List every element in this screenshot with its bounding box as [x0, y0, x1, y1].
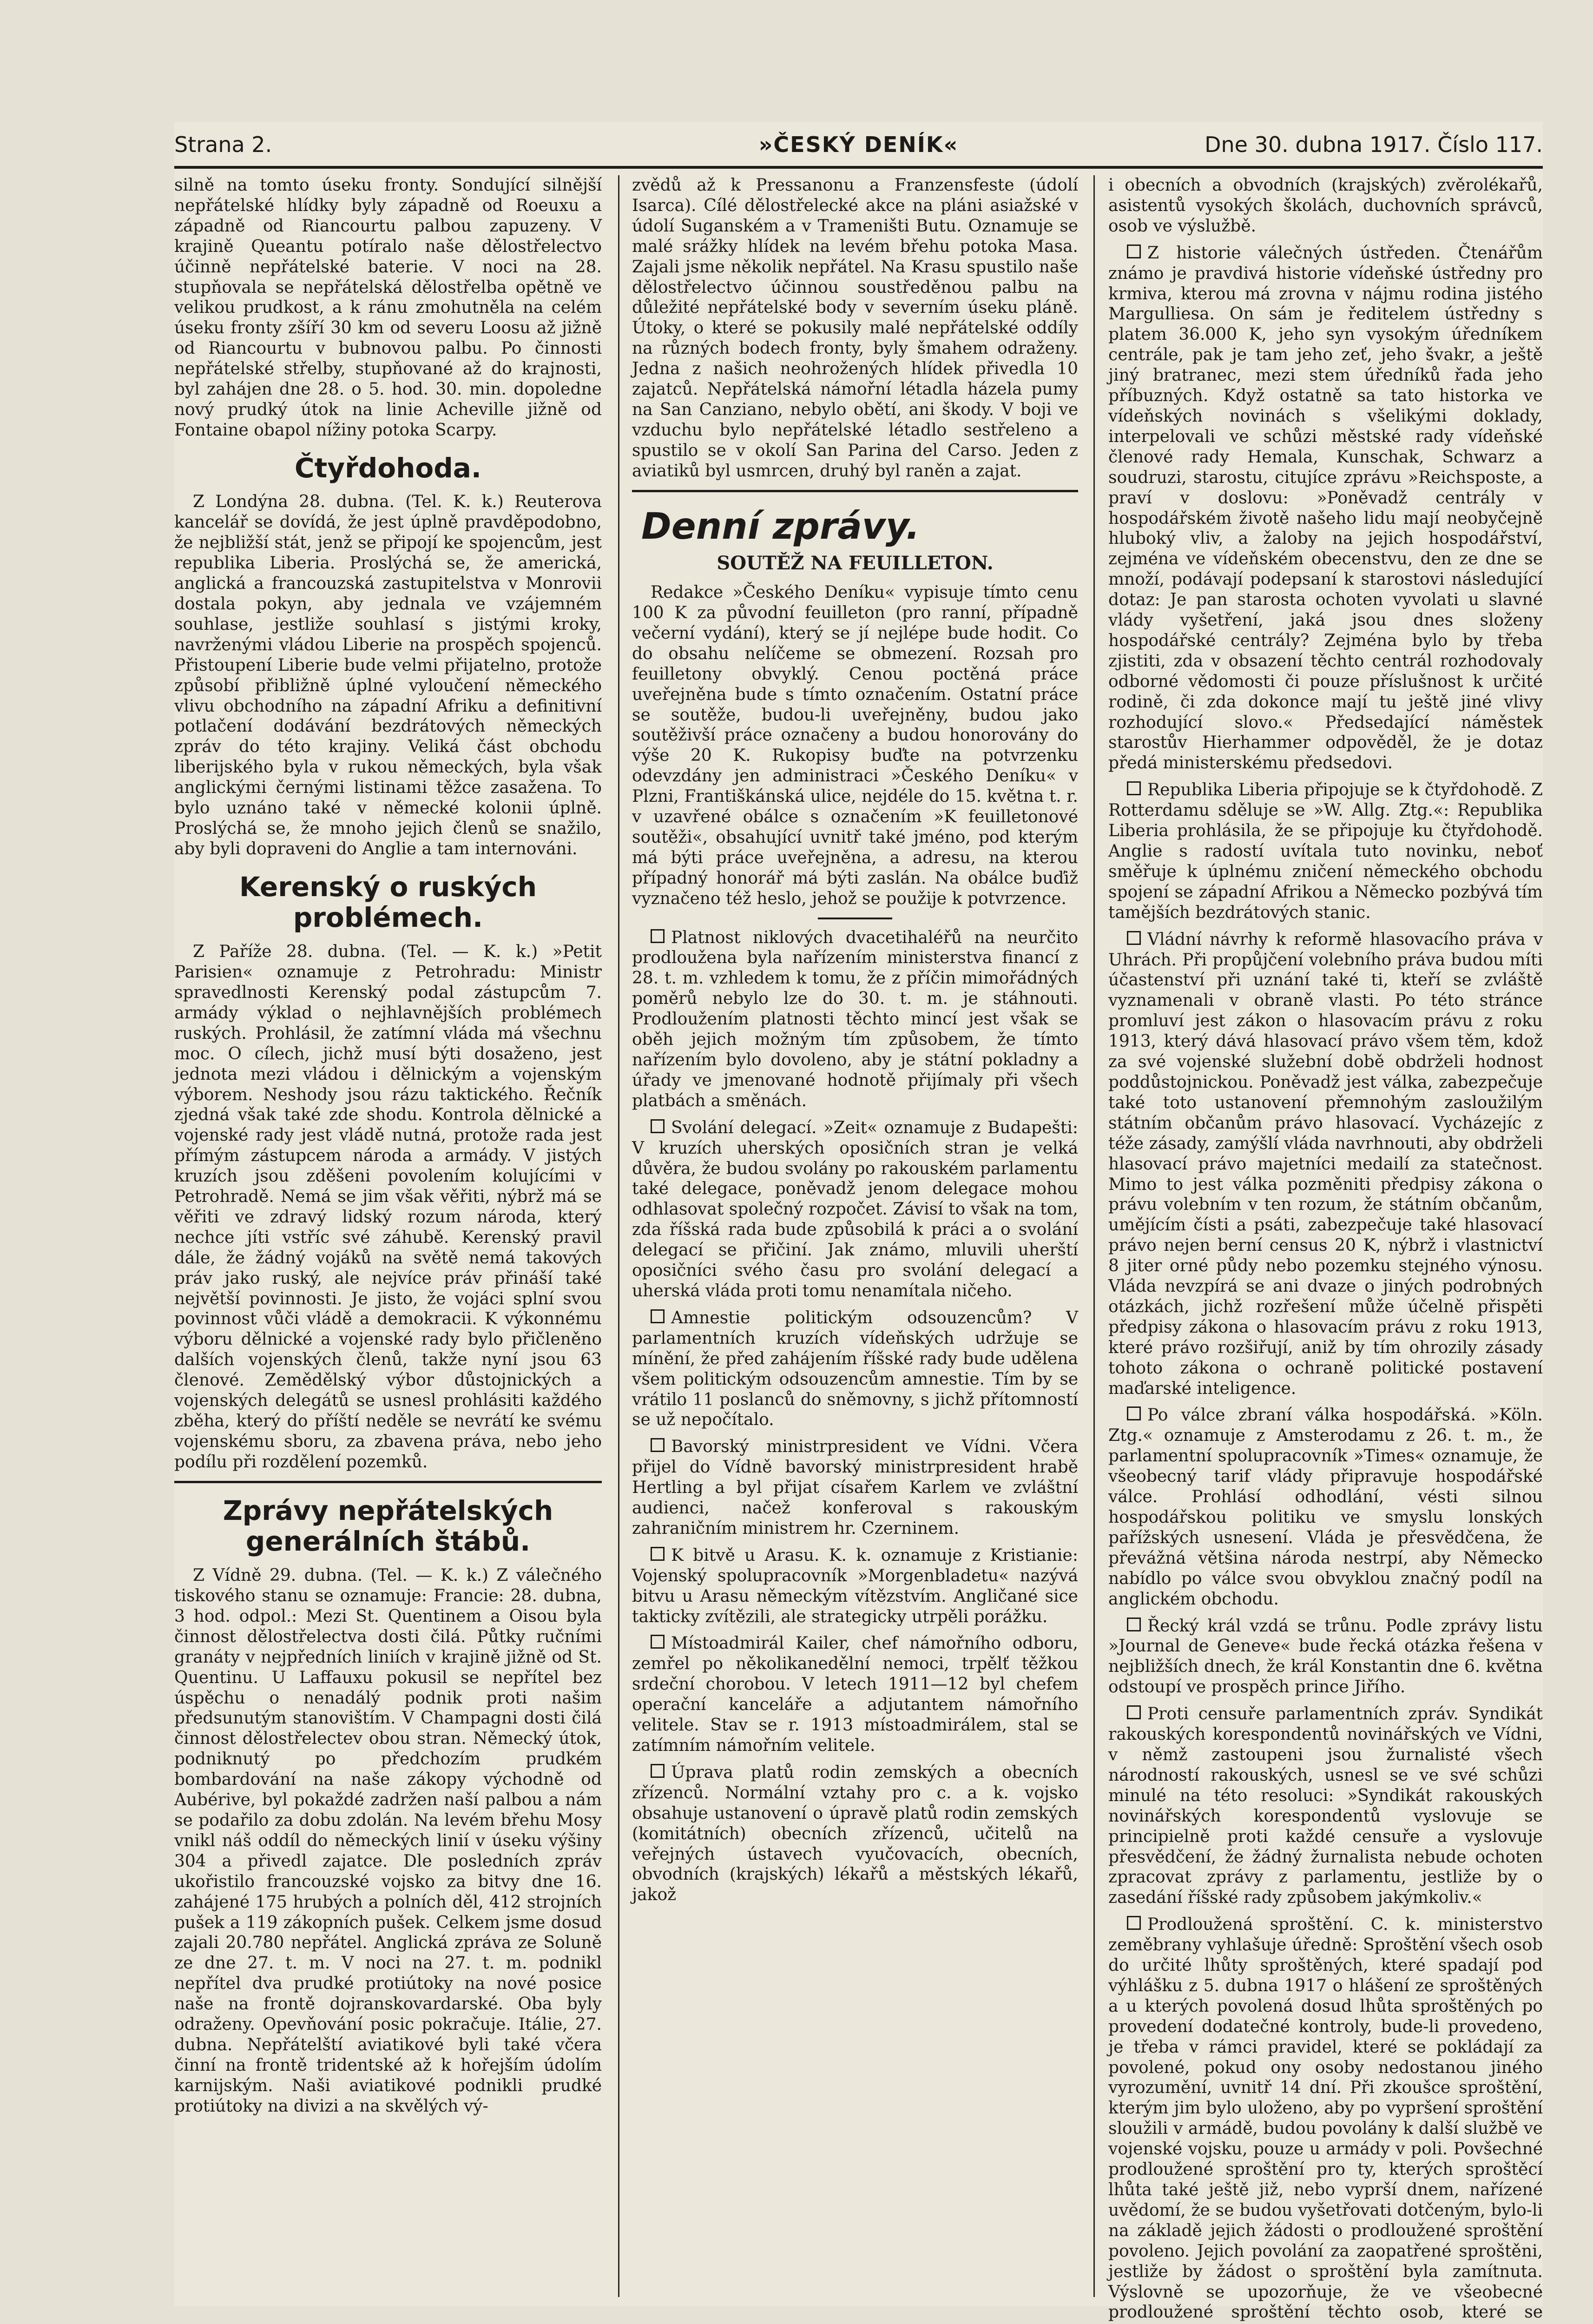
issue-date: Dne 30. dubna 1917. Číslo 117. — [1205, 132, 1543, 157]
column-divider — [618, 175, 619, 2297]
square-bullet-icon — [651, 929, 665, 943]
news-item: Platnost niklových dvacetihaléřů na neurčito prodloužena byla nařízením ministerstva financí z 28. t. m. vzhledem k tomu, že z příčin mimořádných poměrů nebylo lze do 30. t. m. je stáhnouti. Prodloužením platnosti těchto mincí jest však se oběh jejich možným tím způsobem, že tímto nařízením bylo dovoleno, aby je státní pokladny a úřady ve jmenované hodnotě přijímaly při všech platbách a směnách. — [632, 928, 1078, 1110]
masthead: »ČESKÝ DENÍK« — [758, 132, 959, 157]
page-header — [174, 122, 1543, 169]
square-bullet-icon — [651, 1309, 665, 1323]
headline-zpravy: Zprávy nepřátelských generálních štábů. — [223, 1494, 553, 1558]
column-2 — [632, 175, 1078, 2297]
column-3 — [1108, 175, 1543, 2322]
article-soutez: Redakce »Českého Deníku« vypisuje tímto cenu 100 K za původní feuilleton (pro ranní, případně večerní vydání), který se jí nejlépe bude hodit. Co do obsahu nelíčeme se obmezení. Rozsah pro feuilletony obvyklý. Cenou poctěná práce uveřejněna bude s tímto označením. Ostatní práce se soutěže, budou-li uveřejněny, budou jako soutěživší práce označeny a budou honorovány do výše 20 K. Rukopisy buďte na potvrzenku odevzdány jen administraci »Českého Deníku« v Plzni, Františkánská ulice, nejdéle do 15. května t. r. v uzavřené obálce s označením »K feuilletonové soutěži«, obsahující uvnitř také jméno, pod kterým má býti práce uveřejněna, a adresu, na kterou případný honorář má býti zaslán. Na obálce buďiž vyznačeno též heslo, jehož se použije k potvrzence. — [632, 583, 1078, 908]
section-rule — [174, 1481, 602, 1483]
short-rule — [818, 918, 892, 919]
section-rule — [632, 490, 1078, 492]
news-item: Proti censuře parlamentních zpráv. Syndikát rakouských korespondentů novinářských ve Vídni, v němž zastoupeni jsou žurnalisté všech národností rakouských, usnesl se ve své schůzi minulé na této resoluci: »Syndikát rakouských novinářských korespondentů vyslovuje se principielně proti každé censuře a vyslovuje přesvědčení, že žádný žurnalista nebude ochoten zpracovat zprávy z parlamentu, jestliže by o zasedání říšské rady způsobem jakýmkoliv.« — [1108, 1704, 1543, 1908]
headline-soutez: SOUTĚŽ NA FEUILLETON. — [717, 552, 994, 574]
news-item: Prodloužená sproštění. C. k. ministerstvo zeměbrany vyhlašuje úředně: Sproštění všech osob do určité lhůty sproštěných, které spadají pod výhlášku z 5. dubna 1917 o hlášení ze sproštěných a u kterých povolená dosud lhůta sproštěných po provedení dodatečné kontroly, bude-li provedeno, je třeba v rámci pravidel, které se pokládají za povolené, pokud ony osoby nedostanou jiného vyrozumění, uvnitř 14 dní. Při zkoušce sproštění, kterým jim bylo uloženo, aby po vypršení sproštění sloužili v armádě, budou povolány k další službě ve vojenské vojsku, pouze u armády v poli. Povšechné prodloužené sproštění pro ty, kterých sproštěcí lhůta také ještě již, nebo vyprší dnem, nařízené uvědomí, že se budou vyšetřovati dotčeným, bylo-li na základě jejich žádosti o prodloužené sproštění povoleno. Jejich povolání za zaopatřené sproštěni, jestliže by žádost o sproštění byla zamítnuta. Výslovně se upozorňuje, že ve všeobecné prodloužené sproštění těchto osob, které se — [1108, 1915, 1543, 2322]
square-bullet-icon — [651, 1547, 665, 1561]
page-number: Strana 2. — [174, 132, 272, 157]
headline-ctyrdohoda: Čtyřdohoda. — [295, 452, 481, 484]
square-bullet-icon — [651, 1119, 665, 1133]
square-bullet-icon — [1127, 244, 1141, 258]
news-item: Místoadmirál Kailer, chef námořního odboru, zemřel po několikanedělní nemoci, trpělť těžkou srdeční chorobou. V letech 1911—12 byl chefem operační kanceláře a adjutantem námořního velitele. Stav se r. 1913 místoadmirálem, stal se zatímním námořním velitele. — [632, 1634, 1078, 1756]
section-title-denni-zpravy: Denní zprávy. — [641, 505, 920, 548]
square-bullet-icon — [651, 1438, 665, 1452]
news-item: K bitvě u Arasu. K. k. oznamuje z Kristianie: Vojenský spolupracovník »Morgenbladetu« nazývá bitvu u Arasu německým vítězstvím. Angličané sice takticky zvítězili, ale strategicky utrpěli porážku. — [632, 1545, 1078, 1626]
news-item: Z historie válečných ústředen. Čtenářům známo je pravdivá historie vídeňské ústředny pro krmiva, kterou má zrovna v nájmu rodina jistého Margulliesa. On sám je ředitelem ústředny s platem 36.000 K, jeho syn vysokým úředníkem centrále, pak je tam jeho zeť, jeho švakr, a ještě jiný bratranec, mezi stem úředníků řada jeho příbuzných. Když ostatně sa tato historka ve vídeňských novinách s všelikými doklady, interpelovali ve schůzi městské rady vídeňské členové rady Hemala, Kunschak, Schwarz a soudruzi, starostu, citujíce zprávu »Reichsposte, a praví v doslovu: »Poněvadž centrály v hospodářském životě našeho lidu mají neobyčejně hluboký vliv, a žaloby na jejich hospodářství, zejména ve vídeňském obecenstvu, den ze dne se množí, podávají podepsaní k starostovi následující dotaz: Je pan starosta ochoten vyvolati u slavné vlády vyšetření, jaká jsou dnes složeny hospodářské centrály? Zejména bylo by třeba zjistiti, zda v obsazení těchto centrál rozhodovaly odborné vědomosti či pouze příslušnost k určité rodině, či zda dokonce mají tu ještě jiné vlivy rozhodující slovo.« Předsedající náměstek starostův Hierhammer odpověděl, že je dotaz předá ministerskému předsedovi. — [1108, 243, 1543, 773]
news-item: Amnestie politickým odsouzencům? V parlamentních kruzích vídeňských udržuje se mínění, že před zahájením říšské rady bude udělena všem politickým odsouzencům amnestie. Tím by se vrátilo 11 poslanců do sněmovny, s jichž přítomností se už nepočítalo. — [632, 1308, 1078, 1430]
square-bullet-icon — [1127, 1406, 1141, 1420]
article-continuation: i obecních a obvodních (krajských) zvěrolékařů, asistentů vysokých školách, duchovních správců, osob ve výslužbě. — [1108, 176, 1543, 236]
square-bullet-icon — [1127, 1916, 1141, 1930]
article-continuation: zvědů až k Pressanonu a Franzensfeste (údolí Isarca). Cílé dělostřelecké akce na pláni asiažské v údolí Suganském a v Trameništi Butu. Oznamuje se malé srážky hlídek na levém břehu potoka Masa. Zajali jsme několik nepřátel. Na Krasu spustilo naše dělostřelectvo účinnou soustředěnou palbu na důležité nepřátelské body v severním úseku pláně. Útoky, o které se pokusily malé nepřátelské oddíly na různých bodech fronty, byly šmahem odraženy. Jedna z našich neohrožených hlídek přivedla 10 zajatců. Nepřátelská námořní létadla házela pumy na San Canziano, nebylo obětí, ani škody. V boji ve vzduchu bylo nepřátelské létadlo sestřeleno a spustilo se v okolí San Parina del Carso. Jeden z aviatiků byl usmrcen, druhý byl raněn a zajat. — [632, 176, 1078, 481]
news-item: Po válce zbraní válka hospodářská. »Köln. Ztg.« oznamuje z Amsterodamu z 26. t. m., že parlamentní spolupracovník »Times« oznamuje, že všeobecný tarif vlády připravuje hospodářské válce. Prohlásí odhodlání, vésti silnou hospodářskou politiku ve smyslu lonských pařížských usnesení. Vláda je přesvědčena, že převážná většina národa nestrpí, aby Německo nabídlo po válce svou obvyklou značný podíl na anglickém obchodu. — [1108, 1406, 1543, 1609]
article-continuation: silně na tomto úseku fronty. Sondující silnější nepřátelské hlídky byly západně od Roeuxu a západně od Riancourtu palbou zapuzeny. V krajině Queantu potíralo naše dělostřelectvo účinně nepřátelské baterie. V noci na 28. stupňovala se nepřátelská dělostřelba opětně ve velikou prudkost, a k ránu zmohutněla na celém úseku fronty zšíří 30 km od severu Loosu až jižně od Riancourtu v bubnovou palbu. Po činnosti nepřátelské střelby, stupňované až do krajnosti, byl zahájen dne 28. o 5. hod. 30. min. dopoledne nový prudký útok na linie Acheville jižně od Fontaine obapol nížiny potoka Scarpy. — [174, 176, 602, 440]
square-bullet-icon — [651, 1635, 665, 1649]
article-kerensky: Z Paříže 28. dubna. (Tel. — K. k.) »Petit Parisien« oznamuje z Petrohradu: Ministr spravedlnosti Kerenský podal zástupcům 7. armády výklad o nejhlavnějších problémech ruských. Prohlásil, že zatímní vláda má všechnu moc. O cílech, jichž musí býti dosaženo, jest jednota mezi vládou i dělnickým a vojenským výborem. Neshody jsou rázu taktického. Řečník zjedná však také zde shodu. Kontrola dělnické a vojenské rady jest vládě nutná, protože rada jest přímým zástupcem národa a armády. V jistých kruzích jsou zděšeni povolením kolujícími v Petrohradě. Nemá se jim však věřiti, nýbrž má se věřiti ve zdravý lidský rozum národa, který nechce jíti vstříc své záhubě. Kerenský pravil dále, že žádný vojáků na světě nemá takových práv jako ruský, ale nejvíce práv přináší také největší povinnosti. Je jisto, že vojáci splní svou povinnost vůči vládě a demokracii. K výkonnému výboru dělnické a vojenské rady bylo přičleněno dalších vojenských členů, takže nyní jsou 63 členové. Zemědělský výbor důstojnických a vojenských delegátů se usnesl prohlásiti každého zběha, který do příští neděle se nevrátí ke svému vojenskému sboru, za zbavena práva, nebo jeho podílu při rozdělení pozemků. — [174, 942, 602, 1472]
square-bullet-icon — [651, 1764, 665, 1778]
square-bullet-icon — [1127, 931, 1141, 945]
square-bullet-icon — [1127, 781, 1141, 795]
news-item: Vládní návrhy k reformě hlasovacího práva v Uhrách. Při propůjčení volebního práva budou míti účastenství při uznání také ti, kteří se zvláště vyznamenali v obraně vlasti. Po této stránce promluví jest zákon o hlasovacím právu z roku 1913, který dává hlasovací právo všem těm, kdož za své vojenské služební době obdrželi hodnost poddůstojnickou. Poněvadž jest válka, zabezpečuje také toto ustanovení přemnohým zasloužilým státním občanům právo hlasovací. Vycházejíc z téže zásady, zamýšlí vláda navrhnouti, aby obdrželi hlasovací právo majetníci medailí za statečnost. Mimo to jest válka pozměniti předpisy zákona o právu volebním v ten rozum, že státním občanům, umějícím čísti a psáti, zabezpečuje také hlasovací právo nejen berní census 20 K, nýbrž i vlastnictví 8 jiter orné půdy nebo pozemku stejného výnosu. Vláda nevzpírá se ani dvaze o jiných podrobných otázkách, jichž rozřešení může účelně přispěti předpisy zákona o hlasovacím právu z roku 1913, které právo rozšiřují, aniž by tím ohrozily zásady tohoto zákona o ochraně politické postavení maďarské inteligence. — [1108, 930, 1543, 1398]
square-bullet-icon — [1127, 1618, 1141, 1631]
square-bullet-icon — [1127, 1705, 1141, 1719]
article-ctyrdohoda: Z Londýna 28. dubna. (Tel. K. k.) Reuterova kancelář se dovídá, že jest úplně pravděpodobno, že nejbližší stát, jenž se připojí ke spojencům, jest republika Liberia. Proslýchá se, že americká, anglická a francouzská zastupitelstva v Monrovii dostala pokyn, aby jednala ve vzájemném souhlase, jestliže souhlasí s jistými kroky, navrženými vládou Liberie na prospěch spojenců. Přistoupení Liberie bude velmi přijatelno, protože způsobí přibližně úplné vyloučení německého vlivu obchodního na západní Afriku a definitivní potlačení dodávání bezdrátových německých zpráv do této krajiny. Veliká část obchodu liberijského byla v rukou německých, byla však anglickými černými listinami těžce zasažena. To bylo uznáno také v německé kolonii úplně. Proslýchá se, že mnoho jejich členů se snažilo, aby byli dopraveni do Anglie a tam internováni. — [174, 492, 602, 858]
headline-kerensky: Kerenský o ruských problémech. — [239, 871, 537, 934]
news-item: Řecký král vzdá se trůnu. Podle zprávy listu »Journal de Geneve« bude řecká otázka řešena v nejbližších dnech, že král Konstantin dne 6. května odstoupí ve prospěch prince Jiřího. — [1108, 1616, 1543, 1697]
news-item: Svolání delegací. »Zeit« oznamuje z Budapešti: V kruzích uherských oposičních stran je velká důvěra, že budou svolány po rakouském parlamentu také delegace, poněvadž jenom delegace mohou odhlasovat společný rozpočet. Závisí to však na tom, zda říšská rada bude způsobilá k práci a o svolání delegací se přičiní. Jak známo, mluvili uherští oposičníci svého času pro svolání delegací a uherská vláda proti tomu nenamítala ničeho. — [632, 1118, 1078, 1301]
article-zpravy: Z Vídně 29. dubna. (Tel. — K. k.) Z válečného tiskového stanu se oznamuje: Francie: 28. dubna, 3 hod. odpol.: Mezi St. Quentinem a Oisou byla činnost dělostřelectva dosti čilá. Půtky ručními granáty v nejpředních liniích v krajině jižně od St. Quentinu. U Laffauxu pokusil se nepřítel bez úspěchu o nenadálý podnik proti našim předsunutým stanovištím. V Champagni dosti čilá činnost dělostřelectev obou stran. Německý útok, podniknutý po předchozím prudkém bombardování na naše zákopy východně od Aubérive, byl pokaždé zadržen naší palbou a nám se podařilo za dobu zdolán. Na levém břehu Mosy vnikl náš oddíl do německých linií v úseku výšiny 304 a přivedl zajatce. Dle posledních zpráv ukořistilo francouzské vojsko za bitvy dne 16. zahájené 175 hrubých a polních děl, 412 strojních pušek a 119 zákopních pušek. Celkem jsme dosud zajali 20.780 nepřátel. Anglická zpráva ze Soluně ze dne 27. t. m. V noci na 27. t. m. podnikl nepřítel dva prudké protiútoky na nové posice naše na frontě dojranskovardarské. Oba byly odraženy. Opevňování posic pokračuje. Itálie, 27. dubna. Nepřátelští aviatikové byli také včera činní na frontě tridentské až k hořejším údolím karnijským. Naši aviatikové podnikli prudké protiútoky na divizi a na skvělých vý- — [174, 1566, 602, 2116]
news-item: Bavorský ministrpresident ve Vídni. Včera přijel do Vídně bavorský ministrpresident hrabě Hertling a byl přijat císařem Karlem ve zvláštní audienci, načež konferoval s rakouským zahraničním ministrem hr. Czerninem. — [632, 1437, 1078, 1538]
newspaper-page — [174, 122, 1543, 2322]
column-1 — [174, 175, 602, 2297]
column-divider — [1093, 175, 1095, 2297]
news-item: Republika Liberia připojuje se k čtyřdohodě. Z Rotterdamu sděluje se »W. Allg. Ztg.«: Republika Liberia prohlásila, že se připojuje ku čtyřdohodě. Anglie s radostí uvítala tuto novinku, neboť směřuje k úplnému zničení německého obchodu spojení se západní Afrikou a Německo pozbývá tím tamějších bezdrátových stanic. — [1108, 780, 1543, 922]
news-item: Úprava platů rodin zemských a obecních zřízenců. Normální vztahy pro c. a k. vojsko obsahuje ustanovení o úpravě platů rodin zemských (komitátních) obecních zřízenců, učitelů na veřejných ústavech vyučovacích, obecních, obvodních (krajských) lékařů a městských lékařů, jakož — [632, 1763, 1078, 1905]
